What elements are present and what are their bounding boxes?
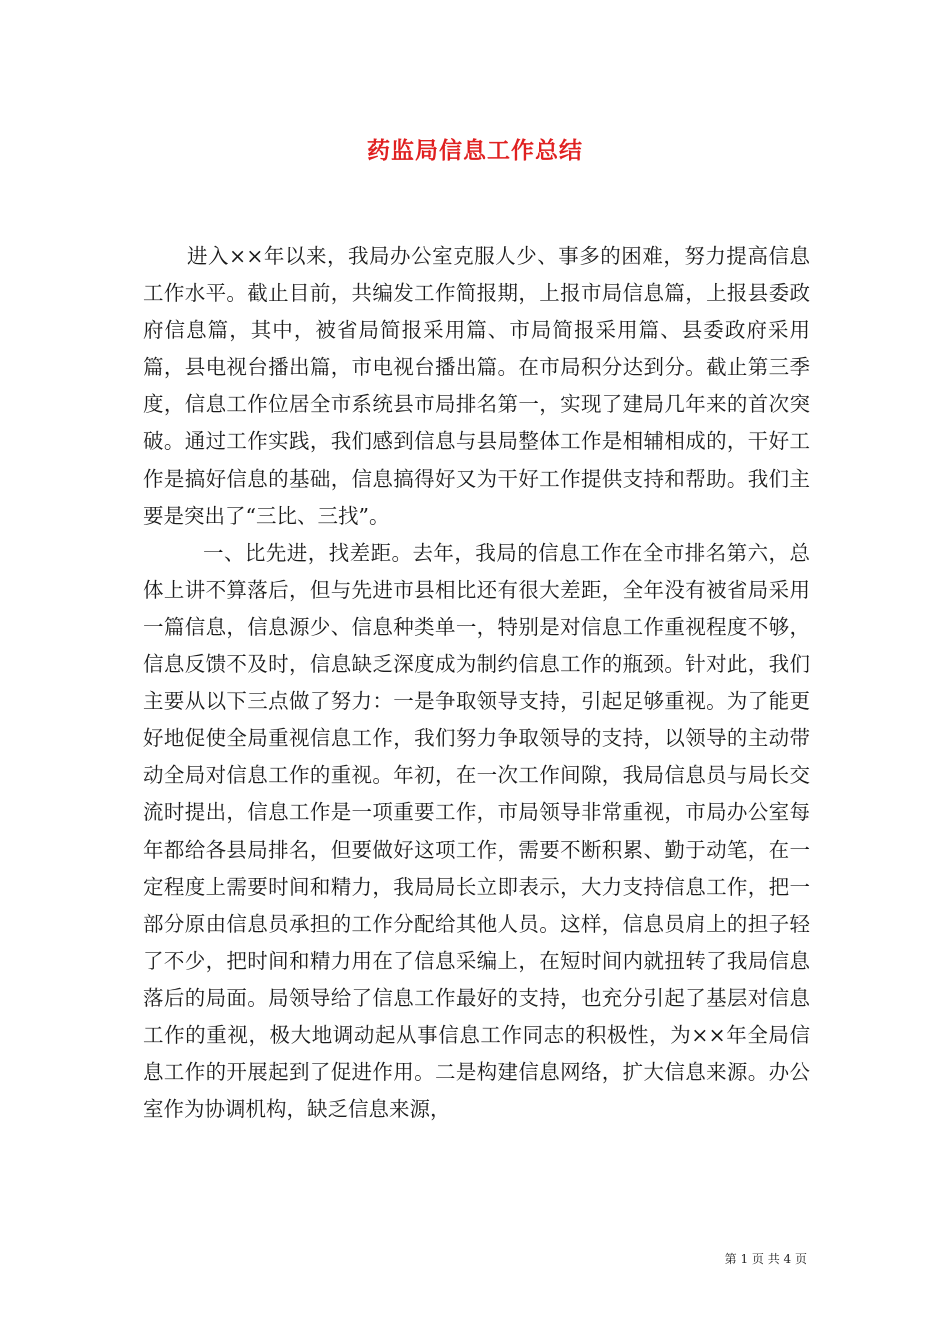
document-body — [143, 238, 810, 1128]
body-paragraph: 一、比先进，找差距。去年，我局的信息工作在全市排名第六，总体上讲不算落后，但与先进市县相比还有很大差距，全年没有被省局采用一篇信息，信息源少、信息种类单一，特别是对信息工作重视程度不够，信息反馈不及时，信息缺乏深度成为制约信息工作的瓶颈。针对此，我们主要从以下三点做了努力：一是争取领导支持，引起足够重视。为了能更好地促使全局重视信息工作，我们努力争取领导的支持，以领导的主动带动全局对信息工作的重视。年初，在一次工作间隙，我局信息员与局长交流时提出，信息工作是一项重要工作，市局领导非常重视，市局办公室每年都给各县局排名，但要做好这项工作，需要不断积累、勤于动笔，在一定程度上需要时间和精力，我局局长立即表示，大力支持信息工作，把一部分原由信息员承担的工作分配给其他人员。这样，信息员肩上的担子轻了不少，把时间和精力用在了信息采编上，在短时间内就扭转了我局信息落后的局面。局领导给了信息工作最好的支持，也充分引起了基层对信息工作的重视，极大地调动起从事信息工作同志的积极性，为××年全局信息工作的开展起到了促进作用。二是构建信息网络，扩大信息来源。办公室作为协调机构，缺乏信息来源， — [143, 540, 810, 1122]
body-paragraph: 进入××年以来，我局办公室克服人少、事多的困难，努力提高信息工作水平。截止目前，共编发工作简报期，上报市局信息篇，上报县委政府信息篇，其中，被省局简报采用篇、市局简报采用篇、县委政府采用篇，县电视台播出篇，市电视台播出篇。在市局积分达到分。截止第三季度，信息工作位居全市系统县市局排名第一，实现了建局几年来的首次突破。通过工作实践，我们感到信息与县局整体工作是相辅相成的，干好工作是搞好信息的基础，信息搞得好又为干好工作提供支持和帮助。我们主要是突出了“三比、三找”。 — [143, 244, 810, 528]
page-number: 第 1 页 共 4 页 — [724, 1252, 807, 1266]
document-title: 药监局信息工作总结 — [367, 137, 583, 164]
